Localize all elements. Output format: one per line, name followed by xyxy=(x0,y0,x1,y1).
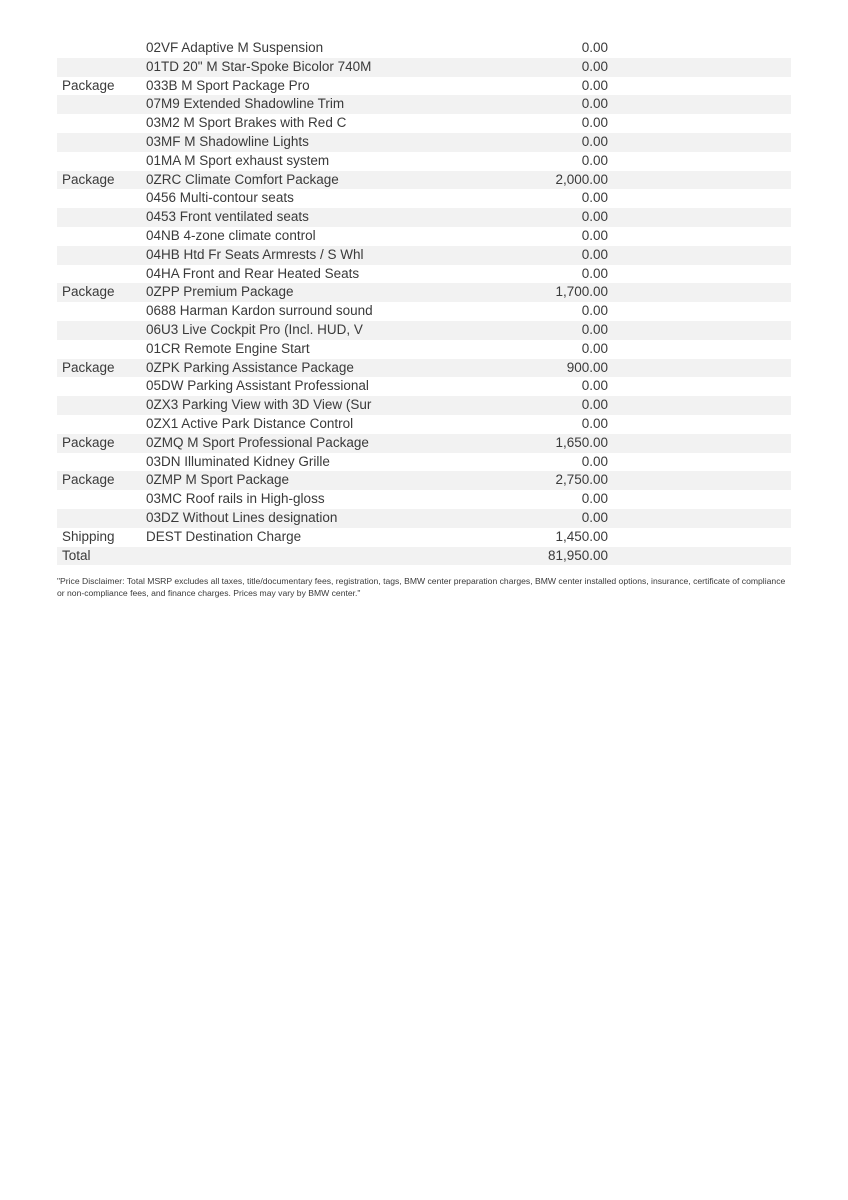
table-row xyxy=(57,509,791,528)
row-item-label: 0453 Front ventilated seats xyxy=(146,209,309,225)
table-row xyxy=(57,133,791,152)
row-spacer xyxy=(608,246,791,265)
row-price-value: 81,950.00 xyxy=(547,547,608,563)
row-type-label xyxy=(57,208,146,227)
table-row xyxy=(57,58,791,77)
row-item-label: 06U3 Live Cockpit Pro (Incl. HUD, V xyxy=(146,321,363,337)
row-price-value: 0.00 xyxy=(581,115,608,131)
row-price-value: 1,450.00 xyxy=(555,528,608,544)
row-item-label: 04NB 4-zone climate control xyxy=(146,227,316,243)
row-type-label xyxy=(57,396,146,415)
row-price-value: 0.00 xyxy=(581,152,608,168)
row-price-value: 0.00 xyxy=(581,491,608,507)
row-spacer xyxy=(608,471,791,490)
row-price-value: 0.00 xyxy=(581,77,608,93)
table-row xyxy=(57,171,791,190)
row-spacer xyxy=(608,547,791,566)
row-spacer xyxy=(608,340,791,359)
row-price-value: 0.00 xyxy=(581,509,608,525)
row-spacer xyxy=(608,133,791,152)
row-item-label: 03DN Illuminated Kidney Grille xyxy=(146,453,330,469)
row-spacer xyxy=(608,95,791,114)
row-price-value: 1,650.00 xyxy=(555,434,608,450)
row-price-value: 0.00 xyxy=(581,96,608,112)
row-price-value: 0.00 xyxy=(581,40,608,55)
row-item-label: 02VF Adaptive M Suspension xyxy=(146,40,324,55)
row-price-value: 0.00 xyxy=(581,303,608,319)
table-row xyxy=(57,471,791,490)
row-price-value: 0.00 xyxy=(581,453,608,469)
row-spacer xyxy=(608,434,791,453)
row-price-value: 0.00 xyxy=(581,397,608,413)
row-price-value: 0.00 xyxy=(581,133,608,149)
row-item-label: 0456 Multi-contour seats xyxy=(146,190,294,206)
row-item-label: 01CR Remote Engine Start xyxy=(146,340,310,356)
row-item-label: 04HA Front and Rear Heated Seats xyxy=(146,265,360,281)
row-spacer xyxy=(608,152,791,171)
row-item-label: 0ZMQ M Sport Professional Package xyxy=(146,434,369,450)
table-row xyxy=(57,453,791,472)
row-price-value: 0.00 xyxy=(581,58,608,74)
table-row xyxy=(57,377,791,396)
row-price-value: 2,750.00 xyxy=(555,472,608,488)
row-type-label xyxy=(57,415,146,434)
table-row xyxy=(57,340,791,359)
table-row xyxy=(57,528,791,547)
row-type-label xyxy=(57,39,146,58)
row-spacer xyxy=(608,265,791,284)
row-item-label: 03DZ Without Lines designation xyxy=(146,509,338,525)
row-item-label: 01MA M Sport exhaust system xyxy=(146,152,330,168)
row-item-label: 03M2 M Sport Brakes with Red C xyxy=(146,115,347,131)
row-price-value: 0.00 xyxy=(581,227,608,243)
row-price-value: 0.00 xyxy=(581,340,608,356)
row-item-label: 05DW Parking Assistant Professional xyxy=(146,378,369,394)
row-item-label: 0ZMP M Sport Package xyxy=(146,472,290,488)
options-table-body xyxy=(57,39,791,565)
row-spacer xyxy=(608,509,791,528)
table-row xyxy=(57,152,791,171)
row-type-label xyxy=(57,114,146,133)
row-spacer xyxy=(608,39,791,58)
table-row xyxy=(57,114,791,133)
row-type-label xyxy=(57,453,146,472)
table-row xyxy=(57,265,791,284)
row-spacer xyxy=(608,171,791,190)
row-item-label: 03MF M Shadowline Lights xyxy=(146,133,309,149)
table-row xyxy=(57,189,791,208)
row-item-label: 0ZPP Premium Package xyxy=(146,284,294,300)
table-row xyxy=(57,434,791,453)
row-spacer xyxy=(608,321,791,340)
row-spacer xyxy=(608,302,791,321)
row-item-label: 033B M Sport Package Pro xyxy=(146,77,310,93)
row-spacer xyxy=(608,227,791,246)
table-row xyxy=(57,39,791,58)
row-price-value: 900.00 xyxy=(566,359,608,375)
row-price-value: 0.00 xyxy=(581,209,608,225)
row-spacer xyxy=(608,377,791,396)
row-item-label: 04HB Htd Fr Seats Armrests / S Whl xyxy=(146,246,364,262)
row-item-label xyxy=(146,547,426,566)
table-row xyxy=(57,547,791,566)
row-type-label: Shipping xyxy=(62,528,115,544)
row-type-label xyxy=(57,227,146,246)
table-row xyxy=(57,321,791,340)
row-type-label: Package xyxy=(62,77,115,93)
row-price-value: 0.00 xyxy=(581,415,608,431)
table-row xyxy=(57,208,791,227)
row-item-label: 0688 Harman Kardon surround sound xyxy=(146,303,373,319)
row-item-label: DEST Destination Charge xyxy=(146,528,302,544)
row-price-value: 0.00 xyxy=(581,378,608,394)
row-price-value: 0.00 xyxy=(581,265,608,281)
table-row xyxy=(57,302,791,321)
row-spacer xyxy=(608,77,791,96)
row-type-label xyxy=(57,265,146,284)
row-spacer xyxy=(608,396,791,415)
row-spacer xyxy=(608,283,791,302)
row-price-value: 0.00 xyxy=(581,321,608,337)
vehicle-options-table xyxy=(57,39,791,565)
row-item-label: 0ZRC Climate Comfort Package xyxy=(146,171,339,187)
row-type-label: Total xyxy=(62,547,91,563)
row-type-label xyxy=(57,133,146,152)
row-type-label: Package xyxy=(62,171,115,187)
row-spacer xyxy=(608,359,791,378)
row-type-label xyxy=(57,509,146,528)
table-row xyxy=(57,246,791,265)
row-type-label xyxy=(57,490,146,509)
row-spacer xyxy=(608,453,791,472)
row-spacer xyxy=(608,415,791,434)
row-spacer xyxy=(608,189,791,208)
table-row xyxy=(57,396,791,415)
row-type-label xyxy=(57,95,146,114)
table-row xyxy=(57,95,791,114)
row-type-label xyxy=(57,58,146,77)
row-spacer xyxy=(608,114,791,133)
row-price-value: 2,000.00 xyxy=(555,171,608,187)
row-spacer xyxy=(608,58,791,77)
row-type-label xyxy=(57,321,146,340)
row-type-label: Package xyxy=(62,359,115,375)
row-item-label: 0ZPK Parking Assistance Package xyxy=(146,359,354,375)
row-type-label: Package xyxy=(62,284,115,300)
row-type-label xyxy=(57,377,146,396)
row-price-value: 0.00 xyxy=(581,246,608,262)
row-spacer xyxy=(608,528,791,547)
table-row xyxy=(57,415,791,434)
row-price-value: 1,700.00 xyxy=(555,284,608,300)
row-item-label: 01TD 20" M Star-Spoke Bicolor 740M xyxy=(146,58,372,74)
price-disclaimer-text: "Price Disclaimer: Total MSRP excludes all taxes, title/documentary fees, registration, tags, BMW center preparation charges, BMW center installed options, insurance, certificate of compliance or non-compliance fees, and finance charges. Prices may vary by BMW center." xyxy=(57,576,786,598)
row-price-value: 0.00 xyxy=(581,190,608,206)
row-type-label xyxy=(57,246,146,265)
row-spacer xyxy=(608,490,791,509)
row-item-label: 07M9 Extended Shadowline Trim xyxy=(146,96,345,112)
row-type-label xyxy=(57,302,146,321)
row-type-label: Package xyxy=(62,472,115,488)
row-item-label: 03MC Roof rails in High-gloss xyxy=(146,491,325,507)
row-item-label: 0ZX3 Parking View with 3D View (Sur xyxy=(146,397,372,413)
table-row xyxy=(57,490,791,509)
table-row xyxy=(57,77,791,96)
table-row xyxy=(57,283,791,302)
table-row xyxy=(57,227,791,246)
row-type-label: Package xyxy=(62,434,115,450)
row-type-label xyxy=(57,152,146,171)
row-type-label xyxy=(57,189,146,208)
row-type-label xyxy=(57,340,146,359)
row-spacer xyxy=(608,208,791,227)
table-row xyxy=(57,359,791,378)
row-item-label: 0ZX1 Active Park Distance Control xyxy=(146,415,354,431)
